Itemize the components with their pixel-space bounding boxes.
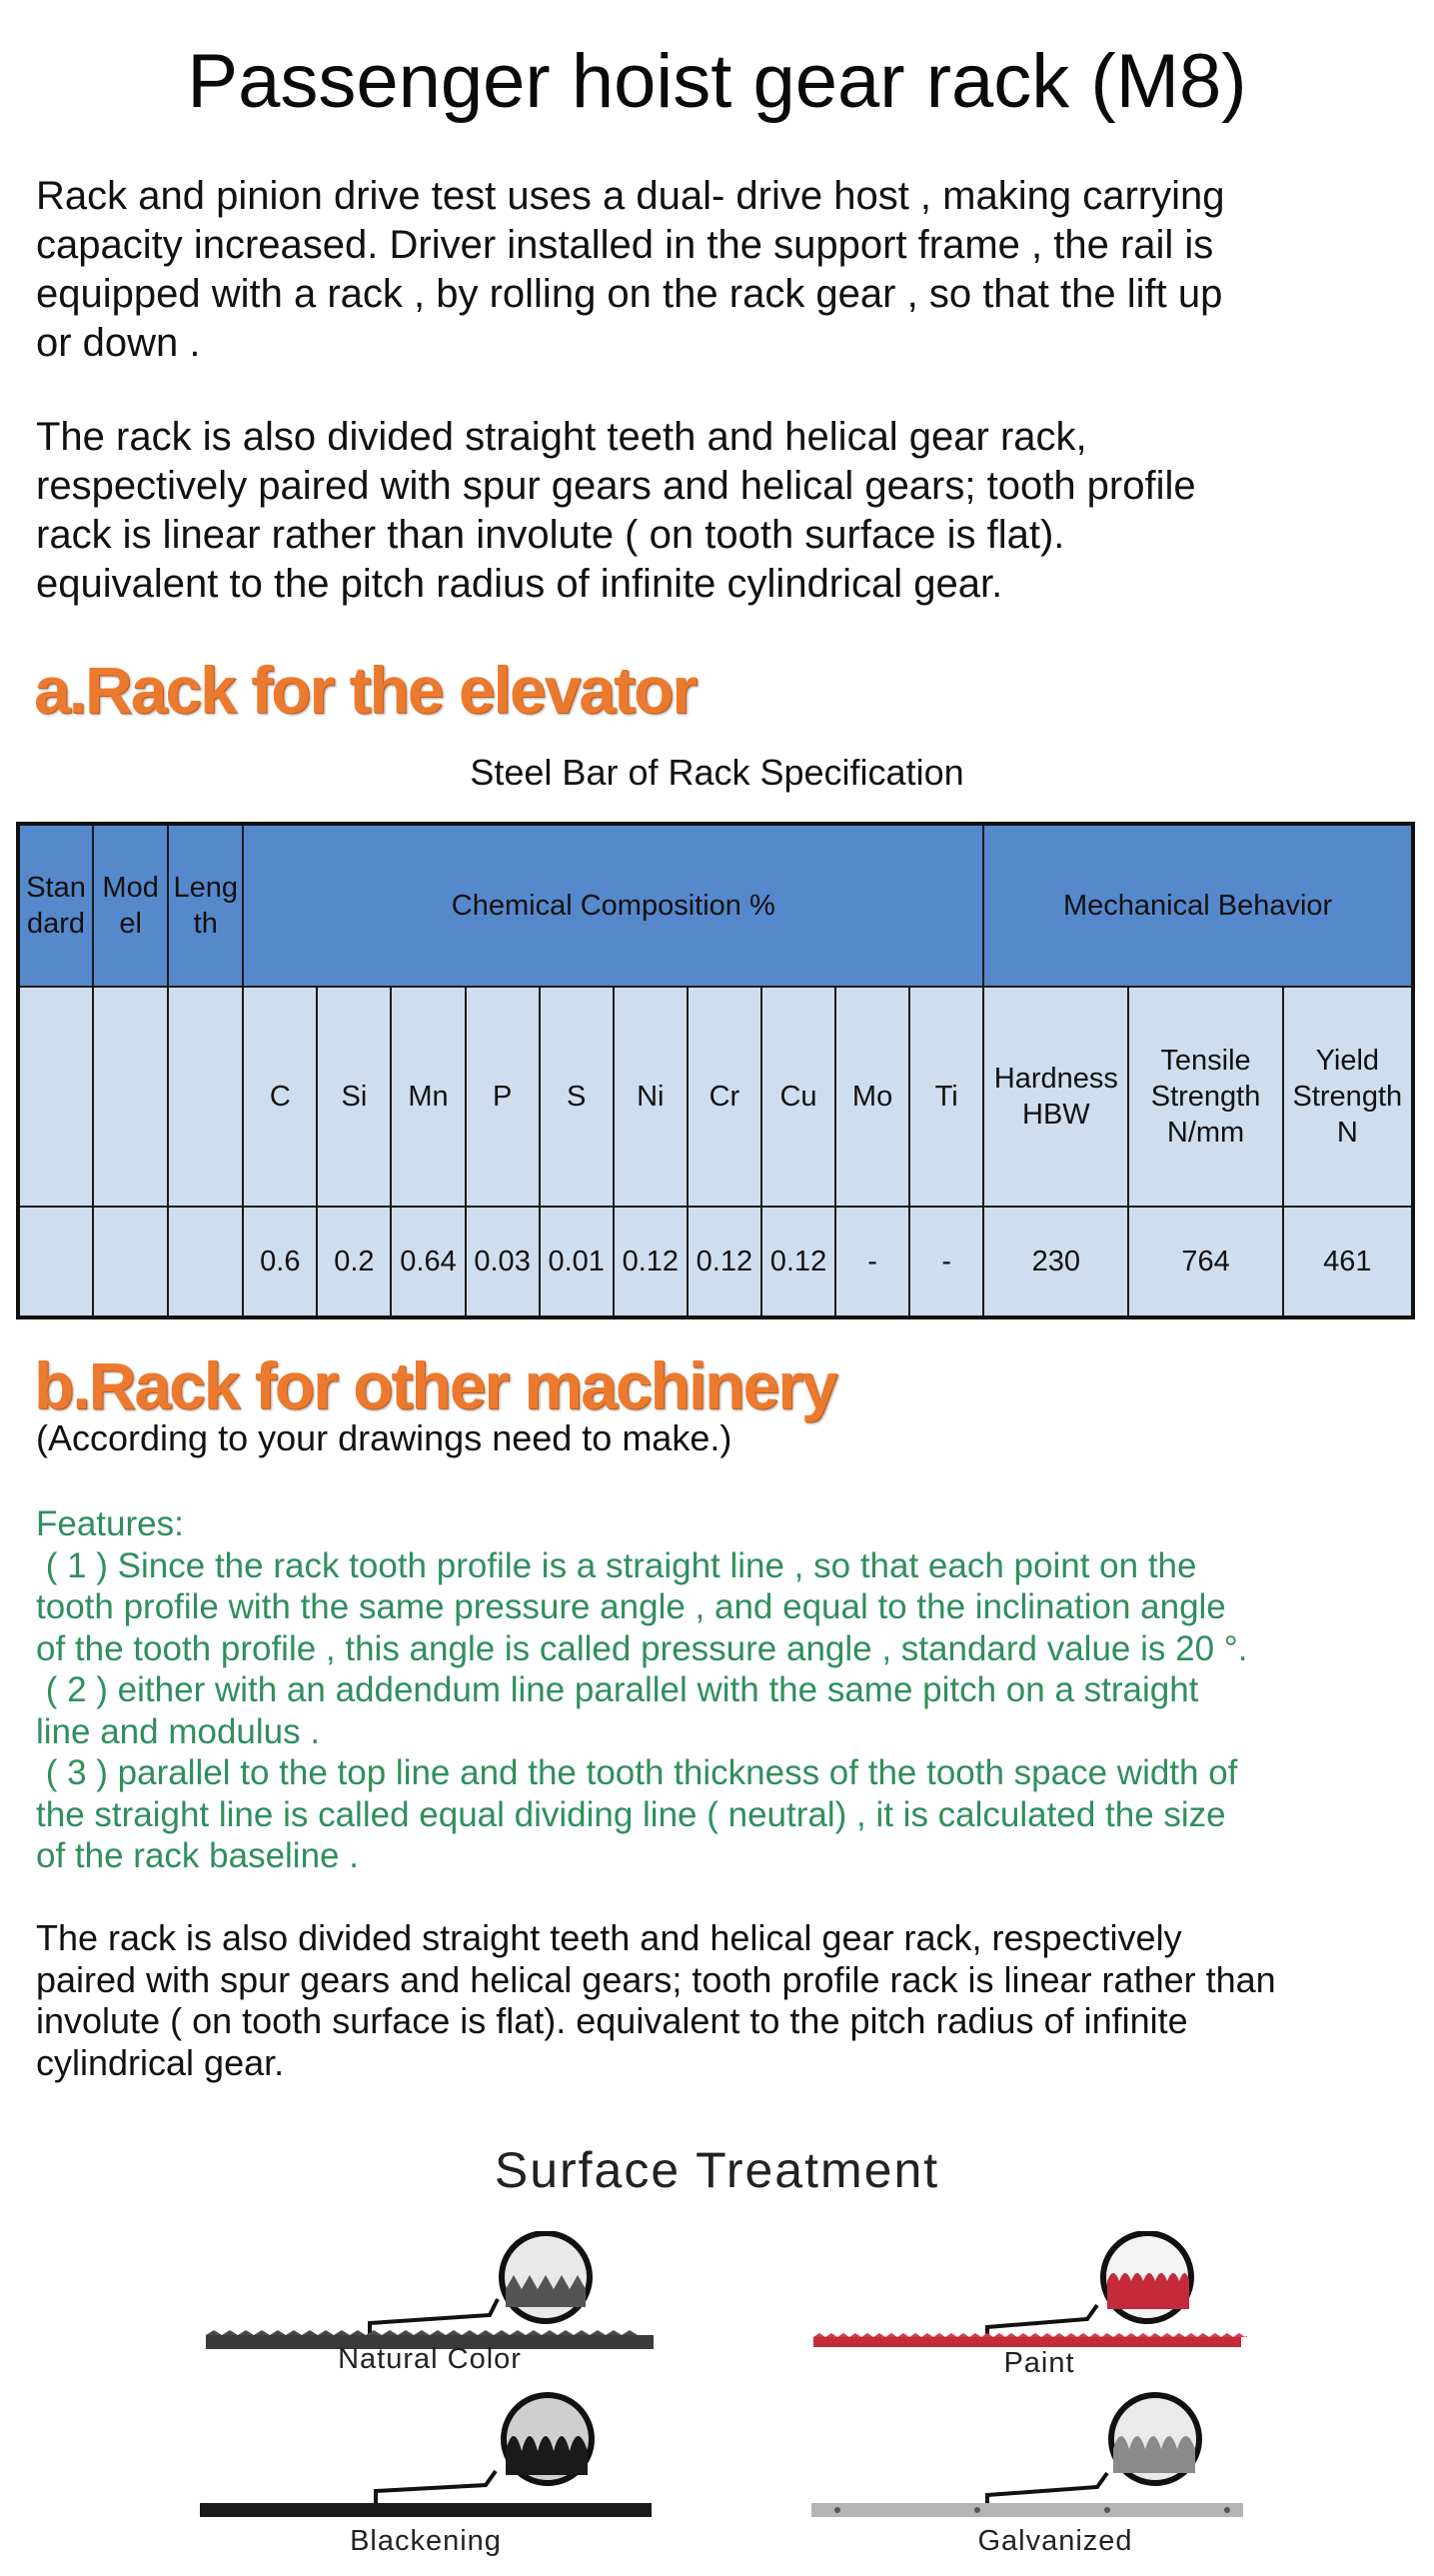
chem-value: - xyxy=(835,1207,909,1317)
hardness-header: Hardness HBW xyxy=(983,987,1128,1207)
chem-value: 0.64 xyxy=(391,1207,465,1317)
intro-line: rack is linear rather than involute ( on tooth surface is flat). xyxy=(36,513,1065,557)
paint-rack-illustration xyxy=(807,2231,1247,2351)
features-line: ( 2 ) either with an addendum line parallel with the same pitch on a straight xyxy=(36,1670,1199,1709)
features-line: ( 1 ) Since the rack tooth profile is a straight line , so that each point on the xyxy=(36,1545,1197,1585)
bolt-hole-icon xyxy=(1104,2507,1110,2513)
element-header: Si xyxy=(317,987,391,1207)
element-header: S xyxy=(540,987,614,1207)
intro-paragraph-1 xyxy=(36,172,1405,368)
features-line: tooth profile with the same pressure angle , and equal to the inclination angle xyxy=(36,1587,1226,1626)
table-header-row xyxy=(18,824,1413,987)
blackening-label: Blackening xyxy=(350,2525,502,2557)
rack-bar-icon xyxy=(200,2503,652,2517)
table-caption: Steel Bar of Rack Specification xyxy=(470,752,964,793)
spec-table xyxy=(16,822,1415,1319)
element-header: Cr xyxy=(688,987,761,1207)
page-title: Passenger hoist gear rack (M8) xyxy=(187,39,1247,124)
hardness-value: 230 xyxy=(983,1207,1128,1317)
paragraph-line: paired with spur gears and helical gears; tooth profile rack is linear rather than xyxy=(36,1958,1276,2000)
rack-teeth-icon xyxy=(506,2436,588,2475)
galvanized-label: Galvanized xyxy=(977,2525,1133,2557)
natural-color-label: Natural Color xyxy=(338,2343,522,2375)
table-cell xyxy=(18,987,93,1207)
element-header: Cu xyxy=(761,987,835,1207)
table-subheader-row xyxy=(18,987,1413,1207)
yield-strength-header: Yield Strength N xyxy=(1283,987,1413,1207)
table-cell xyxy=(93,987,168,1207)
intro-line: equivalent to the pitch radius of infinite cylindrical gear. xyxy=(36,562,1003,606)
element-header: Mo xyxy=(835,987,909,1207)
element-header: C xyxy=(243,987,317,1207)
features-list xyxy=(36,1503,1425,1877)
paragraph-line: cylindrical gear. xyxy=(36,2041,285,2083)
features-line: Features: xyxy=(36,1504,184,1543)
intro-paragraph-2 xyxy=(36,413,1405,609)
features-line: of the rack baseline . xyxy=(36,1836,359,1875)
chem-value: 0.03 xyxy=(466,1207,540,1317)
paint-label: Paint xyxy=(1003,2347,1075,2379)
table-cell xyxy=(168,987,243,1207)
bolt-hole-icon xyxy=(834,2507,840,2513)
intro-line: respectively paired with spur gears and helical gears; tooth profile xyxy=(36,464,1196,508)
intro-line: or down . xyxy=(36,321,201,365)
element-header: P xyxy=(466,987,540,1207)
rack-paragraph xyxy=(36,1917,1415,2083)
blackening-rack-illustration xyxy=(196,2391,656,2521)
drawings-note: (According to your drawings need to make.) xyxy=(36,1417,732,1458)
rack-bar-icon xyxy=(811,2503,1243,2517)
header-length: Leng th xyxy=(168,824,243,987)
paragraph-line: The rack is also divided straight teeth and helical gear rack, respectively xyxy=(36,1917,1182,1958)
element-header: Mn xyxy=(391,987,465,1207)
yield-strength-value: 461 xyxy=(1283,1207,1413,1317)
features-line: line and modulus . xyxy=(36,1711,321,1751)
table-cell xyxy=(18,1207,93,1317)
tensile-strength-value: 764 xyxy=(1128,1207,1282,1317)
table-values-row xyxy=(18,1207,1413,1317)
header-standard: Stan dard xyxy=(18,824,93,987)
table-cell xyxy=(93,1207,168,1317)
intro-line: equipped with a rack , by rolling on the rack gear , so that the lift up xyxy=(36,272,1223,316)
intro-line: Rack and pinion drive test uses a dual- drive host , making carrying xyxy=(36,174,1225,218)
chem-value: 0.6 xyxy=(243,1207,317,1317)
rack-teeth-icon xyxy=(1113,2436,1195,2473)
rack-teeth-icon xyxy=(206,2330,638,2335)
intro-line: The rack is also divided straight teeth and helical gear rack, xyxy=(36,415,1087,459)
element-header: Ni xyxy=(614,987,688,1207)
rack-bar-icon xyxy=(813,2337,1241,2347)
tensile-strength-header: Tensile Strength N/mm xyxy=(1128,987,1282,1207)
chem-value: 0.2 xyxy=(317,1207,391,1317)
header-chemical-composition: Chemical Composition % xyxy=(243,824,983,987)
features-line: the straight line is called equal dividing line ( neutral) , it is calculated the size xyxy=(36,1794,1226,1834)
header-model: Mod el xyxy=(93,824,168,987)
chem-value: 0.01 xyxy=(540,1207,614,1317)
element-header: Ti xyxy=(909,987,983,1207)
chem-value: 0.12 xyxy=(688,1207,761,1317)
features-line: of the tooth profile , this angle is called pressure angle , standard value is 20 °. xyxy=(36,1628,1248,1668)
chem-value: 0.12 xyxy=(614,1207,688,1317)
table-cell xyxy=(168,1207,243,1317)
bolt-hole-icon xyxy=(1224,2507,1230,2513)
features-line: ( 3 ) parallel to the top line and the tooth thickness of the tooth space width of xyxy=(36,1753,1238,1792)
rack-teeth-icon xyxy=(813,2333,1247,2337)
natural-color-rack-illustration xyxy=(200,2231,660,2351)
intro-line: capacity increased. Driver installed in the support frame , the rail is xyxy=(36,223,1214,267)
surface-treatment-title: Surface Treatment xyxy=(494,2142,940,2198)
section-a-heading: a.Rack for the elevator xyxy=(34,653,696,727)
header-mechanical-behavior: Mechanical Behavior xyxy=(983,824,1413,987)
section-b-heading: b.Rack for other machinery xyxy=(34,1348,836,1422)
galvanized-rack-illustration xyxy=(807,2391,1247,2521)
chem-value: - xyxy=(909,1207,983,1317)
paragraph-line: involute ( on tooth surface is flat). equivalent to the pitch radius of infinite xyxy=(36,2000,1188,2041)
bolt-hole-icon xyxy=(974,2507,980,2513)
chem-value: 0.12 xyxy=(761,1207,835,1317)
